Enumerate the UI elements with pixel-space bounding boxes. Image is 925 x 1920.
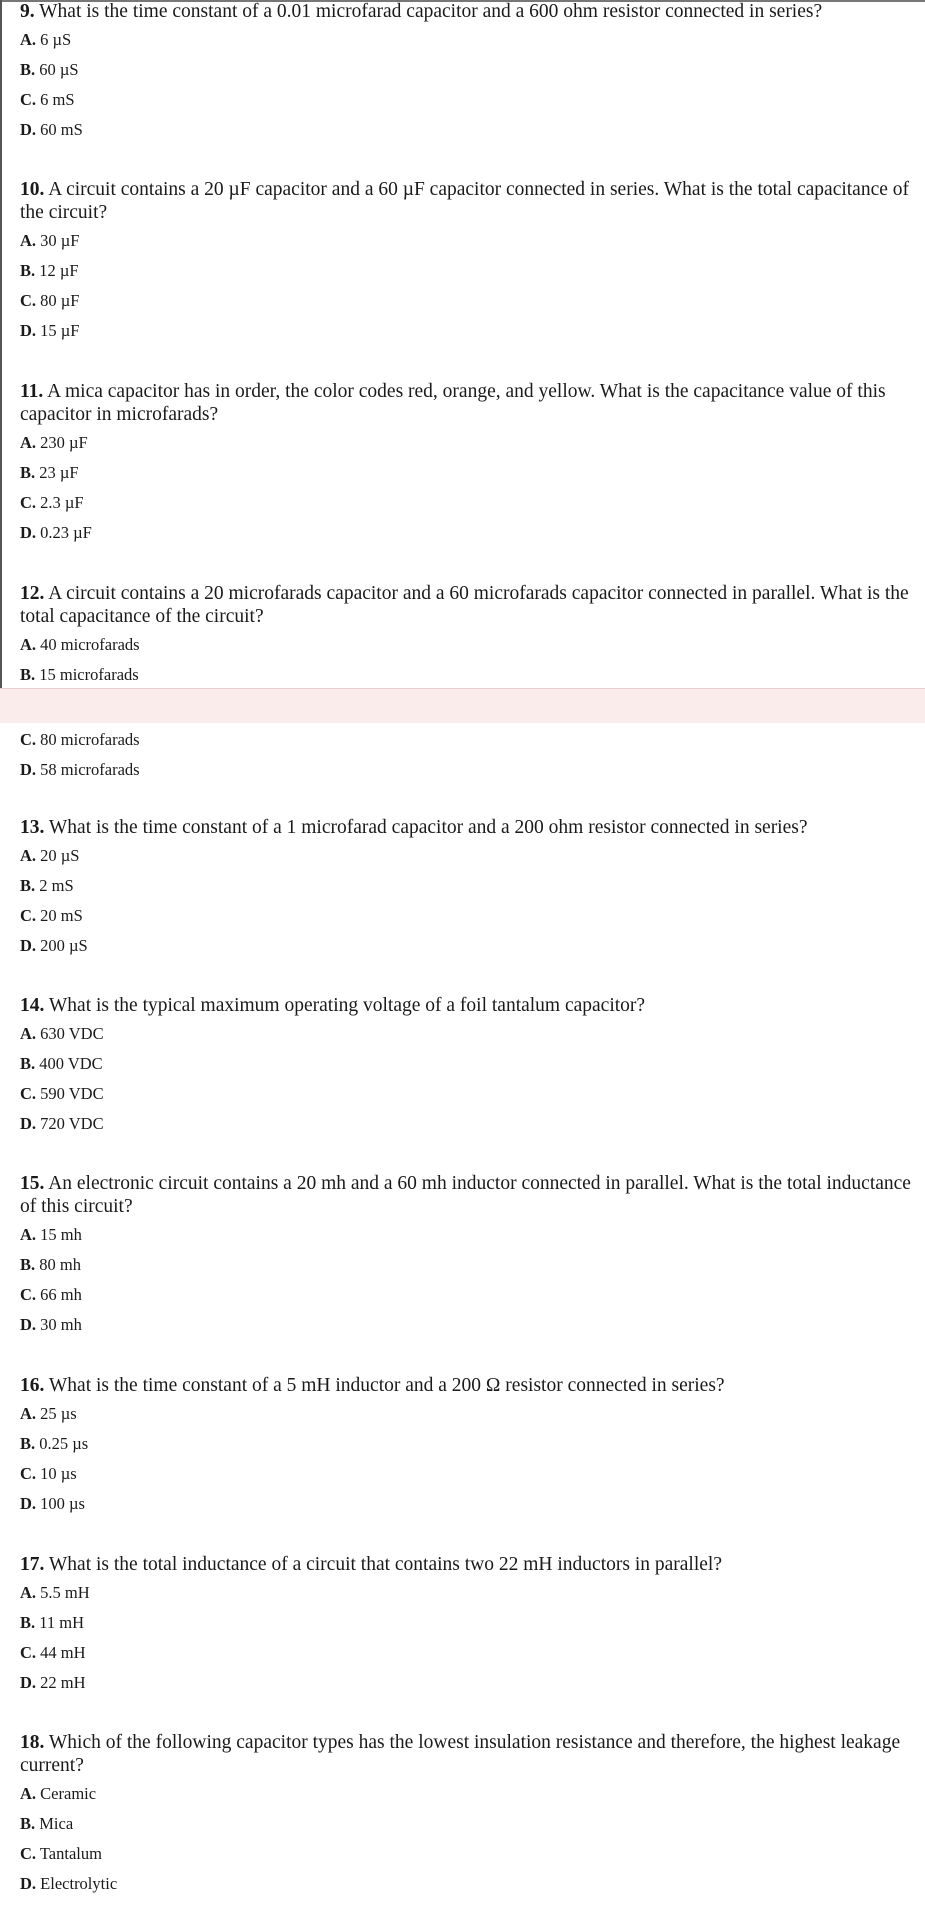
option-17-a: A. 5.5 mH (20, 1583, 90, 1602)
question-block-13 (20, 816, 920, 961)
question-block-9 (20, 0, 920, 145)
option-13-d: D. 200 µS (20, 936, 88, 955)
option-10-a: A. 30 µF (20, 231, 80, 250)
option-14-d: D. 720 VDC (20, 1114, 104, 1133)
option-17-c: C. 44 mH (20, 1643, 86, 1662)
option-11-c: C. 2.3 µF (20, 493, 84, 512)
option-12-c: C. 80 microfarads (20, 730, 140, 749)
question-14: 14. What is the typical maximum operating voltage of a foil tantalum capacitor? (20, 995, 646, 1016)
option-11-d: D. 0.23 µF (20, 523, 92, 542)
question-block-16 (20, 1374, 920, 1519)
question-9: 9. What is the time constant of a 0.01 microfarad capacitor and a 600 ohm resistor connected in series? (20, 1, 823, 22)
option-10-c: C. 80 µF (20, 291, 80, 310)
question-17: 17. What is the total inductance of a circuit that contains two 22 mH inductors in parallel? (20, 1554, 722, 1575)
question-block-12 (20, 582, 920, 690)
question-block-18 (20, 1731, 920, 1899)
question-18: 18. Which of the following capacitor types has the lowest insulation resistance and therefore, the highest leakage current? (20, 1732, 901, 1776)
option-16-b: B. 0.25 µs (20, 1434, 89, 1453)
option-18-a: A. Ceramic (20, 1784, 97, 1803)
option-18-b: B. Mica (20, 1814, 74, 1833)
option-12-a: A. 40 microfarads (20, 635, 140, 654)
question-16: 16. What is the time constant of a 5 mH inductor and a 200 Ω resistor connected in series? (20, 1375, 725, 1396)
option-9-d: D. 60 mS (20, 120, 83, 139)
option-17-b: B. 11 mH (20, 1613, 85, 1632)
option-13-b: B. 2 mS (20, 876, 74, 895)
option-18-d: D. Electrolytic (20, 1874, 118, 1893)
question-11: 11. A mica capacitor has in order, the color codes red, orange, and yellow. What is the capacitance value of this capacitor in microfarads? (20, 381, 886, 425)
option-14-b: B. 400 VDC (20, 1054, 103, 1073)
option-18-c: C. Tantalum (20, 1844, 102, 1863)
option-15-d: D. 30 mh (20, 1315, 82, 1334)
option-16-d: D. 100 µs (20, 1494, 85, 1513)
option-13-a: A. 20 µS (20, 846, 80, 865)
option-11-b: B. 23 µF (20, 463, 79, 482)
option-16-c: C. 10 µs (20, 1464, 77, 1483)
option-9-c: C. 6 mS (20, 90, 75, 109)
option-15-a: A. 15 mh (20, 1225, 82, 1244)
question-block-14 (20, 994, 920, 1139)
option-13-c: C. 20 mS (20, 906, 83, 925)
question-12: 12. A circuit contains a 20 microfarads capacitor and a 60 microfarads capacitor connected in parallel. What is the total capacitance of the circuit? (20, 583, 909, 627)
question-10: 10. A circuit contains a 20 µF capacitor and a 60 µF capacitor connected in series. What is the total capacitance of the circuit? (20, 179, 910, 223)
option-14-a: A. 630 VDC (20, 1024, 104, 1043)
left-border (0, 0, 2, 690)
page-break (0, 688, 925, 723)
option-9-a: A. 6 µS (20, 30, 72, 49)
question-block-12-continued (20, 725, 920, 785)
option-10-d: D. 15 µF (20, 321, 80, 340)
question-13: 13. What is the time constant of a 1 microfarad capacitor and a 200 ohm resistor connected in series? (20, 817, 808, 838)
option-17-d: D. 22 mH (20, 1673, 86, 1692)
question-15: 15. An electronic circuit contains a 20 mh and a 60 mh inductor connected in parallel. What is the total inductance of this circuit? (20, 1173, 911, 1217)
question-block-17 (20, 1553, 920, 1698)
question-block-15 (20, 1172, 920, 1340)
option-9-b: B. 60 µS (20, 60, 79, 79)
option-14-c: C. 590 VDC (20, 1084, 104, 1103)
option-12-b: B. 15 microfarads (20, 665, 139, 684)
option-16-a: A. 25 µs (20, 1404, 77, 1423)
option-11-a: A. 230 µF (20, 433, 88, 452)
option-15-c: C. 66 mh (20, 1285, 82, 1304)
option-15-b: B. 80 mh (20, 1255, 81, 1274)
option-12-d: D. 58 microfarads (20, 760, 140, 779)
option-10-b: B. 12 µF (20, 261, 79, 280)
question-block-11 (20, 380, 920, 548)
question-block-10 (20, 178, 920, 346)
